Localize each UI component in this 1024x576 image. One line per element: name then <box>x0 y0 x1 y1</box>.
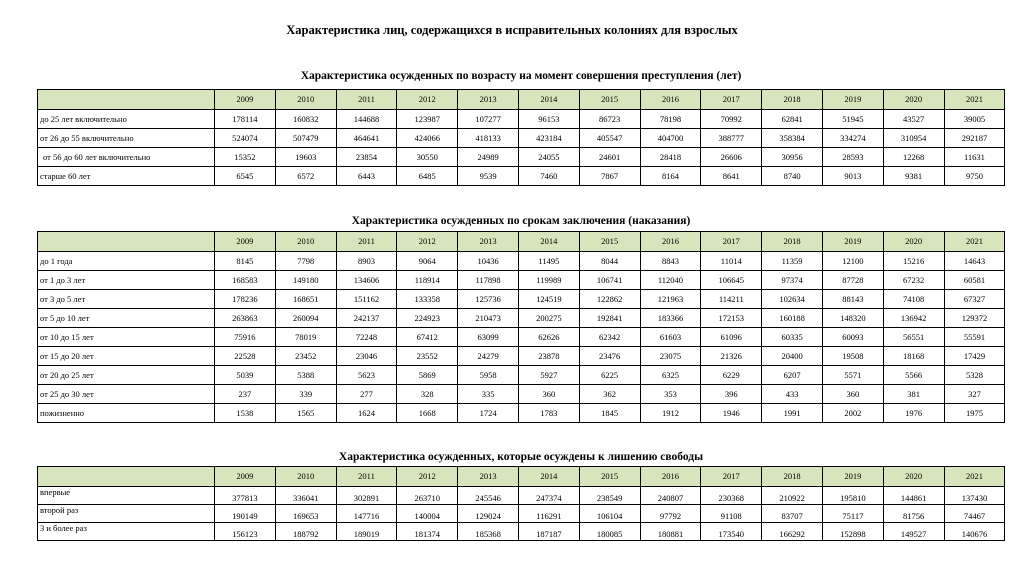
value-cell: 6545 <box>215 167 276 186</box>
table-row <box>38 148 1005 167</box>
value-cell: 240807 <box>640 487 701 505</box>
year-header-cell: 2015 <box>579 467 640 487</box>
value-cell: 263710 <box>397 487 458 505</box>
value-cell: 39005 <box>944 110 1005 129</box>
data-table <box>37 231 1005 423</box>
row-label: от 15 до 20 лет <box>38 347 215 366</box>
value-cell: 56551 <box>883 328 944 347</box>
year-header-cell: 2011 <box>336 467 397 487</box>
value-cell: 6229 <box>701 366 762 385</box>
value-cell: 61096 <box>701 328 762 347</box>
value-cell: 30550 <box>397 148 458 167</box>
value-cell: 11631 <box>944 148 1005 167</box>
value-cell: 24989 <box>458 148 519 167</box>
value-cell: 405547 <box>579 129 640 148</box>
value-cell: 121963 <box>640 290 701 309</box>
year-header-cell: 2017 <box>701 467 762 487</box>
table-row <box>38 167 1005 186</box>
header-corner-cell <box>38 90 215 110</box>
section-title: Характеристика осужденных по возрасту на момент совершения преступления (лет) <box>300 70 742 82</box>
year-header-cell: 2019 <box>822 232 883 252</box>
year-header-cell: 2013 <box>458 90 519 110</box>
value-cell: 1976 <box>883 404 944 423</box>
year-header-cell: 2009 <box>215 90 276 110</box>
value-cell: 334274 <box>822 129 883 148</box>
year-header-cell: 2013 <box>458 467 519 487</box>
value-cell: 377813 <box>215 487 276 505</box>
value-cell: 1912 <box>640 404 701 423</box>
year-header-cell: 2014 <box>518 90 579 110</box>
value-cell: 6572 <box>275 167 336 186</box>
value-cell: 9064 <box>397 252 458 271</box>
year-header-cell: 2012 <box>397 467 458 487</box>
value-cell: 5566 <box>883 366 944 385</box>
value-cell: 183366 <box>640 309 701 328</box>
value-cell: 2002 <box>822 404 883 423</box>
value-cell: 60335 <box>762 328 823 347</box>
year-header-cell: 2012 <box>397 90 458 110</box>
value-cell: 114211 <box>701 290 762 309</box>
row-label: пожизненно <box>38 404 215 423</box>
value-cell: 188792 <box>275 523 336 541</box>
value-cell: 192841 <box>579 309 640 328</box>
row-label: старше 60 лет <box>38 167 215 186</box>
value-cell: 5328 <box>944 366 1005 385</box>
table-row <box>38 487 1005 505</box>
value-cell: 28593 <box>822 148 883 167</box>
value-cell: 23854 <box>336 148 397 167</box>
value-cell: 149180 <box>275 271 336 290</box>
year-header-cell: 2017 <box>701 232 762 252</box>
value-cell: 14643 <box>944 252 1005 271</box>
year-header-cell: 2015 <box>579 232 640 252</box>
value-cell: 9750 <box>944 167 1005 186</box>
value-cell: 5388 <box>275 366 336 385</box>
year-header-cell: 2018 <box>762 467 823 487</box>
value-cell: 5927 <box>518 366 579 385</box>
value-cell: 242137 <box>336 309 397 328</box>
value-cell: 11495 <box>518 252 579 271</box>
value-cell: 433 <box>762 385 823 404</box>
year-header-cell: 2016 <box>640 232 701 252</box>
value-cell: 168583 <box>215 271 276 290</box>
value-cell: 129372 <box>944 309 1005 328</box>
value-cell: 1845 <box>579 404 640 423</box>
value-cell: 245546 <box>458 487 519 505</box>
value-cell: 97792 <box>640 505 701 523</box>
value-cell: 260094 <box>275 309 336 328</box>
row-label: от 3 до 5 лет <box>38 290 215 309</box>
value-cell: 23452 <box>275 347 336 366</box>
value-cell: 9381 <box>883 167 944 186</box>
row-label: от 56 до 60 лет включительно <box>38 148 215 167</box>
value-cell: 8145 <box>215 252 276 271</box>
value-cell: 17429 <box>944 347 1005 366</box>
table-row <box>38 271 1005 290</box>
value-cell: 21326 <box>701 347 762 366</box>
value-cell: 106104 <box>579 505 640 523</box>
value-cell: 19603 <box>275 148 336 167</box>
row-label: от 5 до 10 лет <box>38 309 215 328</box>
value-cell: 24055 <box>518 148 579 167</box>
value-cell: 178236 <box>215 290 276 309</box>
value-cell: 358384 <box>762 129 823 148</box>
value-cell: 8641 <box>701 167 762 186</box>
value-cell: 23476 <box>579 347 640 366</box>
value-cell: 424066 <box>397 129 458 148</box>
value-cell: 23046 <box>336 347 397 366</box>
value-cell: 302891 <box>336 487 397 505</box>
year-header-cell: 2018 <box>762 90 823 110</box>
table-header-row <box>38 467 1005 487</box>
value-cell: 7867 <box>579 167 640 186</box>
value-cell: 12268 <box>883 148 944 167</box>
value-cell: 96153 <box>518 110 579 129</box>
table-row <box>38 110 1005 129</box>
value-cell: 112040 <box>640 271 701 290</box>
year-header-cell: 2020 <box>883 232 944 252</box>
value-cell: 8044 <box>579 252 640 271</box>
value-cell: 1991 <box>762 404 823 423</box>
value-cell: 97374 <box>762 271 823 290</box>
value-cell: 78019 <box>275 328 336 347</box>
value-cell: 119989 <box>518 271 579 290</box>
row-label: от 20 до 25 лет <box>38 366 215 385</box>
value-cell: 200275 <box>518 309 579 328</box>
value-cell: 20400 <box>762 347 823 366</box>
value-cell: 106645 <box>701 271 762 290</box>
value-cell: 60093 <box>822 328 883 347</box>
value-cell: 107277 <box>458 110 519 129</box>
value-cell: 6207 <box>762 366 823 385</box>
value-cell: 178114 <box>215 110 276 129</box>
value-cell: 67327 <box>944 290 1005 309</box>
table-row <box>38 129 1005 148</box>
year-header-cell: 2009 <box>215 232 276 252</box>
value-cell: 116291 <box>518 505 579 523</box>
value-cell: 418133 <box>458 129 519 148</box>
value-cell: 67412 <box>397 328 458 347</box>
value-cell: 247374 <box>518 487 579 505</box>
value-cell: 1946 <box>701 404 762 423</box>
value-cell: 353 <box>640 385 701 404</box>
value-cell: 43527 <box>883 110 944 129</box>
value-cell: 360 <box>822 385 883 404</box>
row-label: от 10 до 15 лет <box>38 328 215 347</box>
page-title: Характеристика лиц, содержащихся в исправительных колониях для взрослых <box>286 23 738 37</box>
year-header-cell: 2010 <box>275 90 336 110</box>
value-cell: 147716 <box>336 505 397 523</box>
value-cell: 102634 <box>762 290 823 309</box>
value-cell: 78198 <box>640 110 701 129</box>
value-cell: 136942 <box>883 309 944 328</box>
value-cell: 61603 <box>640 328 701 347</box>
value-cell: 160188 <box>762 309 823 328</box>
value-cell: 140004 <box>397 505 458 523</box>
year-header-cell: 2021 <box>944 467 1005 487</box>
value-cell: 144861 <box>883 487 944 505</box>
value-cell: 10436 <box>458 252 519 271</box>
value-cell: 62626 <box>518 328 579 347</box>
value-cell: 464641 <box>336 129 397 148</box>
value-cell: 310954 <box>883 129 944 148</box>
data-table <box>37 466 1005 541</box>
value-cell: 230368 <box>701 487 762 505</box>
value-cell: 137430 <box>944 487 1005 505</box>
value-cell: 8164 <box>640 167 701 186</box>
year-header-cell: 2011 <box>336 90 397 110</box>
year-header-cell: 2014 <box>518 467 579 487</box>
value-cell: 18168 <box>883 347 944 366</box>
table-row <box>38 328 1005 347</box>
value-cell: 19508 <box>822 347 883 366</box>
value-cell: 23552 <box>397 347 458 366</box>
row-label: второй раз <box>38 505 215 523</box>
value-cell: 88143 <box>822 290 883 309</box>
value-cell: 15352 <box>215 148 276 167</box>
table-row <box>38 404 1005 423</box>
value-cell: 9539 <box>458 167 519 186</box>
value-cell: 335 <box>458 385 519 404</box>
year-header-cell: 2012 <box>397 232 458 252</box>
value-cell: 5958 <box>458 366 519 385</box>
value-cell: 210922 <box>762 487 823 505</box>
value-cell: 423184 <box>518 129 579 148</box>
value-cell: 507479 <box>275 129 336 148</box>
value-cell: 6443 <box>336 167 397 186</box>
year-header-cell: 2021 <box>944 90 1005 110</box>
value-cell: 22528 <box>215 347 276 366</box>
year-header-cell: 2010 <box>275 232 336 252</box>
year-header-cell: 2016 <box>640 90 701 110</box>
value-cell: 140676 <box>944 523 1005 541</box>
value-cell: 24601 <box>579 148 640 167</box>
row-label: от 26 до 55 включительно <box>38 129 215 148</box>
value-cell: 70992 <box>701 110 762 129</box>
value-cell: 122862 <box>579 290 640 309</box>
value-cell: 339 <box>275 385 336 404</box>
value-cell: 63099 <box>458 328 519 347</box>
value-cell: 11014 <box>701 252 762 271</box>
value-cell: 81756 <box>883 505 944 523</box>
year-header-cell: 2015 <box>579 90 640 110</box>
table-row <box>38 252 1005 271</box>
value-cell: 362 <box>579 385 640 404</box>
value-cell: 277 <box>336 385 397 404</box>
value-cell: 60581 <box>944 271 1005 290</box>
value-cell: 404700 <box>640 129 701 148</box>
value-cell: 210473 <box>458 309 519 328</box>
header-corner-cell <box>38 232 215 252</box>
table-row <box>38 385 1005 404</box>
value-cell: 149527 <box>883 523 944 541</box>
value-cell: 74467 <box>944 505 1005 523</box>
year-header-cell: 2021 <box>944 232 1005 252</box>
value-cell: 166292 <box>762 523 823 541</box>
year-header-cell: 2011 <box>336 232 397 252</box>
value-cell: 6485 <box>397 167 458 186</box>
value-cell: 172153 <box>701 309 762 328</box>
year-header-cell: 2016 <box>640 467 701 487</box>
value-cell: 12100 <box>822 252 883 271</box>
value-cell: 381 <box>883 385 944 404</box>
value-cell: 133358 <box>397 290 458 309</box>
value-cell: 6325 <box>640 366 701 385</box>
year-header-cell: 2020 <box>883 90 944 110</box>
table-row <box>38 347 1005 366</box>
year-header-cell: 2014 <box>518 232 579 252</box>
value-cell: 238549 <box>579 487 640 505</box>
table-header-row <box>38 232 1005 252</box>
value-cell: 327 <box>944 385 1005 404</box>
value-cell: 75916 <box>215 328 276 347</box>
row-label: от 1 до 3 лет <box>38 271 215 290</box>
value-cell: 74108 <box>883 290 944 309</box>
value-cell: 237 <box>215 385 276 404</box>
value-cell: 117898 <box>458 271 519 290</box>
value-cell: 8903 <box>336 252 397 271</box>
value-cell: 5571 <box>822 366 883 385</box>
value-cell: 26606 <box>701 148 762 167</box>
value-cell: 15216 <box>883 252 944 271</box>
value-cell: 1975 <box>944 404 1005 423</box>
year-header-cell: 2019 <box>822 467 883 487</box>
value-cell: 1783 <box>518 404 579 423</box>
value-cell: 388777 <box>701 129 762 148</box>
row-label: до 1 года <box>38 252 215 271</box>
value-cell: 134606 <box>336 271 397 290</box>
year-header-cell: 2019 <box>822 90 883 110</box>
value-cell: 336041 <box>275 487 336 505</box>
year-header-cell: 2020 <box>883 467 944 487</box>
value-cell: 7798 <box>275 252 336 271</box>
value-cell: 62342 <box>579 328 640 347</box>
year-header-cell: 2013 <box>458 232 519 252</box>
value-cell: 75117 <box>822 505 883 523</box>
value-cell: 55591 <box>944 328 1005 347</box>
row-label: впервые <box>38 487 215 505</box>
value-cell: 360 <box>518 385 579 404</box>
value-cell: 62841 <box>762 110 823 129</box>
value-cell: 224923 <box>397 309 458 328</box>
value-cell: 152898 <box>822 523 883 541</box>
value-cell: 83707 <box>762 505 823 523</box>
value-cell: 148320 <box>822 309 883 328</box>
value-cell: 125736 <box>458 290 519 309</box>
value-cell: 7460 <box>518 167 579 186</box>
value-cell: 190149 <box>215 505 276 523</box>
value-cell: 23075 <box>640 347 701 366</box>
value-cell: 180881 <box>640 523 701 541</box>
value-cell: 8740 <box>762 167 823 186</box>
value-cell: 5869 <box>397 366 458 385</box>
value-cell: 6225 <box>579 366 640 385</box>
value-cell: 292187 <box>944 129 1005 148</box>
value-cell: 168651 <box>275 290 336 309</box>
value-cell: 160832 <box>275 110 336 129</box>
value-cell: 189019 <box>336 523 397 541</box>
value-cell: 263863 <box>215 309 276 328</box>
year-header-cell: 2009 <box>215 467 276 487</box>
value-cell: 195810 <box>822 487 883 505</box>
table-row <box>38 290 1005 309</box>
value-cell: 87728 <box>822 271 883 290</box>
value-cell: 1668 <box>397 404 458 423</box>
value-cell: 30956 <box>762 148 823 167</box>
row-label: до 25 лет включительно <box>38 110 215 129</box>
value-cell: 144688 <box>336 110 397 129</box>
table-row <box>38 366 1005 385</box>
value-cell: 9013 <box>822 167 883 186</box>
value-cell: 106741 <box>579 271 640 290</box>
row-label: 3 и более раз <box>38 523 215 541</box>
value-cell: 1538 <box>215 404 276 423</box>
value-cell: 187187 <box>518 523 579 541</box>
data-table <box>37 89 1005 186</box>
year-header-cell: 2018 <box>762 232 823 252</box>
value-cell: 129024 <box>458 505 519 523</box>
value-cell: 86723 <box>579 110 640 129</box>
value-cell: 8843 <box>640 252 701 271</box>
value-cell: 396 <box>701 385 762 404</box>
section-title: Характеристика осужденных по срокам заключения (наказания) <box>351 215 691 227</box>
value-cell: 11359 <box>762 252 823 271</box>
value-cell: 24279 <box>458 347 519 366</box>
value-cell: 5039 <box>215 366 276 385</box>
value-cell: 23878 <box>518 347 579 366</box>
value-cell: 185368 <box>458 523 519 541</box>
value-cell: 1724 <box>458 404 519 423</box>
value-cell: 51945 <box>822 110 883 129</box>
value-cell: 156123 <box>215 523 276 541</box>
table-row <box>38 309 1005 328</box>
table-row <box>38 523 1005 541</box>
row-label: от 25 до 30 лет <box>38 385 215 404</box>
year-header-cell: 2017 <box>701 90 762 110</box>
value-cell: 181374 <box>397 523 458 541</box>
value-cell: 151162 <box>336 290 397 309</box>
value-cell: 328 <box>397 385 458 404</box>
value-cell: 72248 <box>336 328 397 347</box>
value-cell: 91108 <box>701 505 762 523</box>
value-cell: 124519 <box>518 290 579 309</box>
value-cell: 173540 <box>701 523 762 541</box>
value-cell: 1624 <box>336 404 397 423</box>
year-header-cell: 2010 <box>275 467 336 487</box>
value-cell: 524074 <box>215 129 276 148</box>
table-header-row <box>38 90 1005 110</box>
value-cell: 1565 <box>275 404 336 423</box>
value-cell: 118914 <box>397 271 458 290</box>
value-cell: 5623 <box>336 366 397 385</box>
header-corner-cell <box>38 467 215 487</box>
value-cell: 169653 <box>275 505 336 523</box>
value-cell: 28418 <box>640 148 701 167</box>
value-cell: 180085 <box>579 523 640 541</box>
table-row <box>38 505 1005 523</box>
value-cell: 123987 <box>397 110 458 129</box>
value-cell: 67232 <box>883 271 944 290</box>
section-title: Характеристика осужденных, которые осуждены к лишению свободы <box>338 451 704 463</box>
